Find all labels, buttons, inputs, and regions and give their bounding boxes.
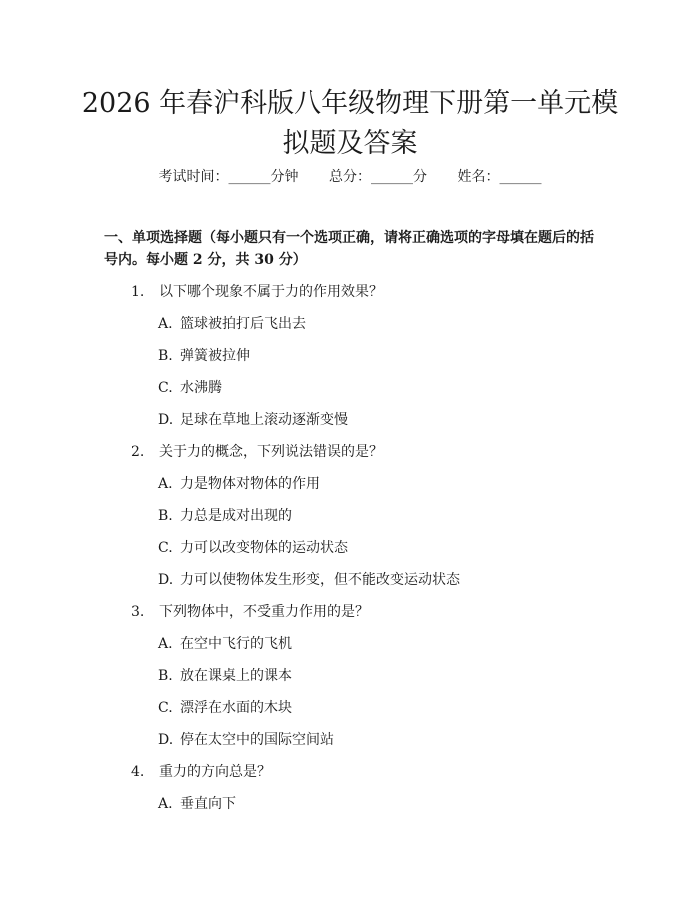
question-2 [131, 442, 383, 462]
option-text: 足球在草地上滚动逐渐变慢 [180, 412, 348, 428]
option-letter: A. [158, 476, 173, 492]
option-text: 力可以改变物体的运动状态 [180, 540, 348, 556]
option-letter: B. [158, 668, 173, 684]
question-text: 以下哪个现象不属于力的作用效果？ [159, 284, 383, 300]
option-text: 力是物体对物体的作用 [180, 476, 320, 492]
question-1-option-a [158, 314, 306, 334]
question-4 [131, 762, 271, 782]
question-number: 1. [131, 284, 145, 300]
question-1-option-d [158, 410, 348, 430]
exam-info [0, 167, 700, 187]
question-1 [131, 282, 383, 302]
option-letter: D. [158, 732, 174, 748]
option-letter: D. [158, 412, 174, 428]
question-3-option-c [158, 698, 292, 718]
option-letter: D. [158, 572, 174, 588]
option-text: 垂直向下 [180, 796, 236, 812]
option-letter: B. [158, 508, 173, 524]
question-2-option-b [158, 506, 292, 526]
section-heading: 一、单项选择题（每小题只有一个选项正确，请将正确选项的字母填在题后的括号内。每小题 2 分，共 30 分） [104, 230, 594, 268]
question-text: 下列物体中，不受重力作用的是？ [159, 604, 369, 620]
exam-time-field: 考试时间：______分钟 [158, 169, 299, 185]
option-letter: A. [158, 316, 173, 332]
question-text: 重力的方向总是？ [159, 764, 271, 780]
student-name-field: 姓名：______ [457, 169, 542, 185]
option-letter: C. [158, 700, 173, 716]
question-1-option-b [158, 346, 250, 366]
total-score-field: 总分：______分 [329, 169, 427, 185]
question-3 [131, 602, 369, 622]
question-number: 4. [131, 764, 145, 780]
question-4-option-a [158, 794, 236, 814]
title-line-2: 拟题及答案 [282, 128, 418, 159]
question-2-option-d [158, 570, 460, 590]
option-text: 漂浮在水面的木块 [180, 700, 292, 716]
option-letter: A. [158, 796, 173, 812]
question-1-option-c [158, 378, 222, 398]
option-text: 篮球被拍打后飞出去 [180, 316, 306, 332]
option-letter: C. [158, 540, 173, 556]
option-text: 放在课桌上的课本 [180, 668, 292, 684]
question-3-option-d [158, 730, 334, 750]
option-text: 在空中飞行的飞机 [180, 636, 292, 652]
option-text: 力总是成对出现的 [180, 508, 292, 524]
option-text: 弹簧被拉伸 [180, 348, 250, 364]
question-number: 2. [131, 444, 145, 460]
option-text: 力可以使物体发生形变，但不能改变运动状态 [180, 572, 460, 588]
question-3-option-b [158, 666, 292, 686]
option-text: 停在太空中的国际空间站 [180, 732, 334, 748]
option-text: 水沸腾 [180, 380, 222, 396]
title-line-1: 2026 年春沪科版八年级物理下册第一单元模 [81, 88, 619, 119]
question-3-option-a [158, 634, 292, 654]
option-letter: B. [158, 348, 173, 364]
question-text: 关于力的概念，下列说法错误的是？ [159, 444, 383, 460]
option-letter: A. [158, 636, 173, 652]
document-title [60, 84, 640, 164]
question-number: 3. [131, 604, 145, 620]
option-letter: C. [158, 380, 173, 396]
question-2-option-a [158, 474, 320, 494]
question-2-option-c [158, 538, 348, 558]
